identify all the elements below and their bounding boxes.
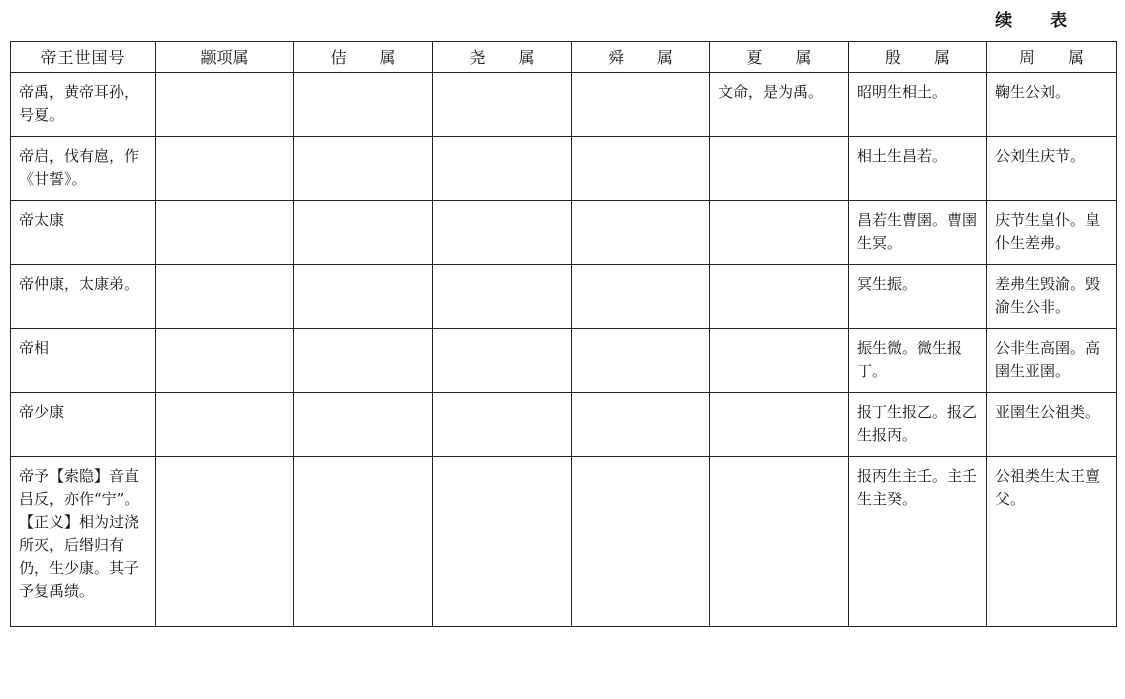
table-cell (572, 201, 710, 265)
table-row (11, 393, 1117, 457)
header-row (11, 42, 1117, 73)
table-cell (156, 73, 294, 137)
table-cell (156, 265, 294, 329)
header-cell: 颛项属 (156, 42, 294, 73)
table-cell (294, 329, 433, 393)
table-cell (433, 201, 572, 265)
table-cell: 帝予【索隐】音直吕反，亦作“宁”。【正义】相为过浇所灭，后缗归有仍，生少康。其子予复禹绩。 (11, 457, 156, 627)
table-cell (572, 393, 710, 457)
table-cell (294, 73, 433, 137)
table-cell (572, 457, 710, 627)
table-cell: 帝少康 (11, 393, 156, 457)
table-cell: 帝太康 (11, 201, 156, 265)
header-cell: 舜 属 (572, 42, 710, 73)
table-cell (572, 265, 710, 329)
continued-label: 续 表 (995, 11, 1083, 31)
table-cell (156, 457, 294, 627)
table-cell: 报丁生报乙。报乙生报丙。 (849, 393, 987, 457)
header-cell: 夏 属 (710, 42, 849, 73)
table-row (11, 73, 1117, 137)
table-cell (156, 393, 294, 457)
table-cell (572, 137, 710, 201)
table-cell: 昌若生曹圉。曹圉生冥。 (849, 201, 987, 265)
table-cell (294, 457, 433, 627)
table-cell: 帝启，伐有扈，作《甘誓》。 (11, 137, 156, 201)
table-cell: 振生微。微生报丁。 (849, 329, 987, 393)
table-cell (294, 265, 433, 329)
table-cell (433, 265, 572, 329)
table-row (11, 201, 1117, 265)
header-cell: 尧 属 (433, 42, 572, 73)
table-cell: 鞠生公刘。 (987, 73, 1117, 137)
table-cell: 报丙生主壬。主壬生主癸。 (849, 457, 987, 627)
table-cell (710, 457, 849, 627)
table-cell (156, 201, 294, 265)
table-cell (433, 73, 572, 137)
table-row (11, 329, 1117, 393)
table-cell (156, 329, 294, 393)
table-cell: 帝禹，黄帝耳孙，号夏。 (11, 73, 156, 137)
header-cell: 周 属 (987, 42, 1117, 73)
table-cell (156, 137, 294, 201)
genealogy-table (10, 41, 1117, 627)
table-cell: 公非生高圉。高圉生亚圉。 (987, 329, 1117, 393)
header-cell: 佶 属 (294, 42, 433, 73)
table-cell: 差弗生毁渝。毁渝生公非。 (987, 265, 1117, 329)
table-cell (710, 265, 849, 329)
table-cell: 相土生昌若。 (849, 137, 987, 201)
table-cell (433, 329, 572, 393)
table-row (11, 265, 1117, 329)
table-cell (433, 457, 572, 627)
table-row (11, 137, 1117, 201)
table-cell (572, 73, 710, 137)
table-cell (710, 137, 849, 201)
table-cell (572, 329, 710, 393)
header-cell: 殷 属 (849, 42, 987, 73)
table-cell (294, 137, 433, 201)
table-cell (710, 329, 849, 393)
table-cell: 庆节生皇仆。皇仆生差弗。 (987, 201, 1117, 265)
table-cell: 帝相 (11, 329, 156, 393)
table-cell (294, 201, 433, 265)
table-cell (710, 201, 849, 265)
table-cell (433, 137, 572, 201)
table-cell: 公祖类生太王亶父。 (987, 457, 1117, 627)
table-row (11, 457, 1117, 627)
header-cell: 帝王世国号 (11, 42, 156, 73)
table-cell: 公刘生庆节。 (987, 137, 1117, 201)
table-cell: 亚圉生公祖类。 (987, 393, 1117, 457)
table-cell (294, 393, 433, 457)
table-cell: 文命，是为禹。 (710, 73, 849, 137)
table-cell: 帝仲康，太康弟。 (11, 265, 156, 329)
table-cell (433, 393, 572, 457)
table-cell (710, 393, 849, 457)
table-cell: 冥生振。 (849, 265, 987, 329)
table-cell: 昭明生相土。 (849, 73, 987, 137)
